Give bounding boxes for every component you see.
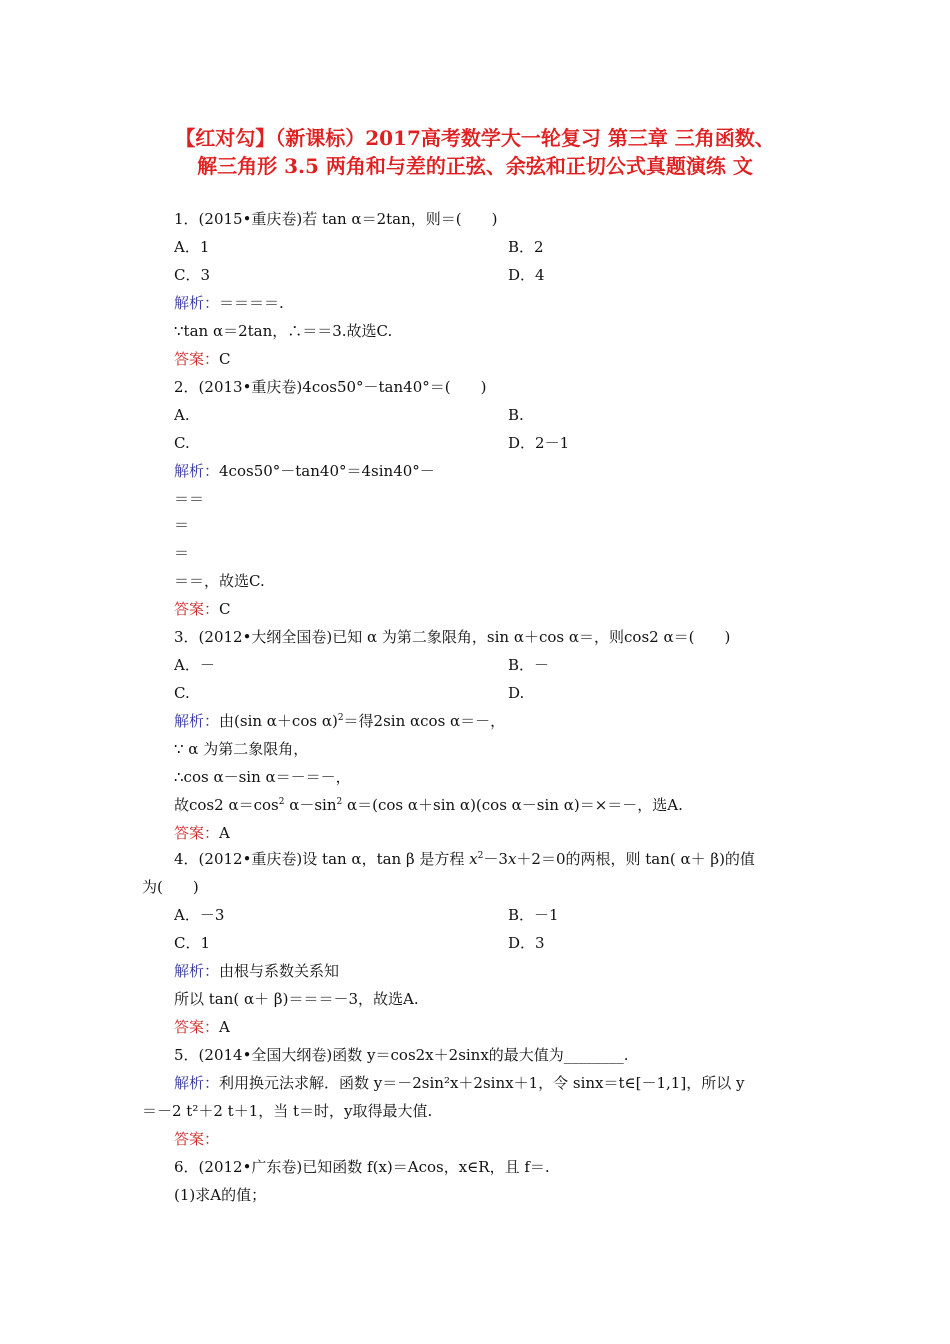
analysis-label: 解析：	[174, 462, 220, 480]
q1-stem: 1．(2015•重庆卷)若 tan α＝2tan，则＝( )	[174, 210, 498, 228]
q3-analysis-1a: 由(sin α＋cos α)	[219, 712, 338, 730]
q5-analysis	[174, 1073, 744, 1093]
title-line-1: 【红对勾】（新课标）2017高考数学大一轮复习 第三章 三角函数、	[175, 126, 775, 150]
q3-a4-sup1: 2	[278, 797, 285, 807]
q1-option-d: D．4	[508, 266, 545, 284]
q3-answer	[174, 823, 230, 843]
q4-option-c: C．1	[174, 934, 211, 952]
q4-option-d: D．3	[508, 934, 545, 952]
q4-stem-part2: －3	[483, 850, 508, 868]
answer-label: 答案：	[174, 1018, 220, 1036]
q1-option-b: B．2	[508, 238, 544, 256]
q2-stem: 2．(2013•重庆卷)4cos50°－tan40°＝( )	[174, 378, 487, 396]
q4-stem-part3: ＋2＝0的两根，则 tan( α＋ β)的值	[516, 850, 755, 868]
answer-label: 答案：	[174, 350, 220, 368]
q4-answer-value: A	[219, 1018, 230, 1036]
q3-answer-value: A	[219, 824, 230, 842]
q1-answer-value: C	[219, 350, 231, 368]
q4-option-b: B．－1	[508, 906, 559, 924]
analysis-label: 解析：	[174, 712, 220, 730]
title-line-2: 解三角形 3.5 两角和与差的正弦、余弦和正切公式真题演练 文	[197, 154, 753, 178]
q4-option-a: A．－3	[174, 906, 225, 924]
q2-option-b: B.	[508, 406, 524, 424]
q2-analysis-4: ＝	[174, 544, 190, 562]
q4-stem-x2: x	[507, 850, 517, 868]
q1-analysis-1: ＝＝＝＝.	[219, 294, 284, 312]
q3-a4-sup2: 2	[336, 797, 343, 807]
q2-option-d: D．2－1	[508, 434, 570, 452]
q3-analysis	[174, 711, 505, 731]
q6-stem: 6．(2012•广东卷)已知函数 f(x)＝Acos，x∈R，且 f＝.	[174, 1158, 550, 1176]
answer-label: 答案：	[174, 1130, 220, 1148]
q3-a4-part2: α－sin	[284, 796, 337, 814]
q3-option-c: C.	[174, 684, 190, 702]
q3-option-d: D.	[508, 684, 525, 702]
q1-option-c: C．3	[174, 266, 211, 284]
q2-answer	[174, 599, 231, 619]
q4-stem-2: 为( )	[142, 878, 199, 896]
q2-analysis-5: ＝＝，故选C.	[174, 572, 265, 590]
q2-option-a: A.	[174, 406, 190, 424]
answer-label: 答案：	[174, 824, 220, 842]
q2-answer-value: C	[219, 600, 231, 618]
q3-option-a: A．－	[174, 656, 215, 674]
q4-analysis-2: 所以 tan( α＋ β)＝＝＝－3，故选A.	[174, 990, 419, 1008]
q4-analysis	[174, 961, 339, 981]
q3-analysis-3: ∴cos α－sin α＝－＝－，	[174, 768, 351, 786]
q5-answer	[174, 1129, 219, 1149]
q2-analysis	[174, 461, 435, 481]
q5-stem: 5．(2014•全国大纲卷)函数 y＝cos2x＋2sinx的最大值为________.	[174, 1046, 629, 1064]
document-title	[0, 124, 950, 180]
analysis-label: 解析：	[174, 962, 220, 980]
q4-stem-sup: 2	[477, 851, 484, 861]
q1-answer	[174, 349, 231, 369]
q1-analysis-2: ∵tan α＝2tan，∴＝＝3.故选C.	[174, 322, 393, 340]
q4-stem	[174, 849, 755, 869]
q3-analysis-4	[174, 795, 683, 815]
q3-analysis-2: ∵ α 为第二象限角，	[174, 740, 309, 758]
q5-analysis-2: ＝－2 t²＋2 t＋1，当 t＝时，y取得最大值.	[142, 1102, 433, 1120]
q3-a4-part3: α＝(cos α＋sin α)(cos α－sin α)＝×＝－，选A.	[342, 796, 683, 814]
q2-analysis-3: ＝	[174, 516, 190, 534]
q3-option-b: B．－	[508, 656, 550, 674]
q4-stem-x: x	[469, 850, 478, 868]
analysis-label: 解析：	[174, 1074, 220, 1092]
q2-analysis-1: 4cos50°－tan40°＝4sin40°－	[219, 462, 435, 480]
q3-analysis-1b: ＝得2sin αcos α＝－，	[343, 712, 506, 730]
q3-a4-part1: 故cos2 α＝cos	[174, 796, 279, 814]
q4-stem-part1: 4．(2012•重庆卷)设 tan α，tan β 是方程	[174, 850, 470, 868]
q1-analysis	[174, 293, 284, 313]
answer-label: 答案：	[174, 600, 220, 618]
q2-analysis-2: ＝＝	[174, 490, 205, 508]
q1-option-a: A．1	[174, 238, 210, 256]
q4-answer	[174, 1017, 230, 1037]
q3-stem: 3．(2012•大纲全国卷)已知 α 为第二象限角，sin α＋cos α＝，则cos2 α＝( )	[174, 628, 731, 646]
q2-option-c: C.	[174, 434, 190, 452]
q3-analysis-1-sup: 2	[337, 713, 344, 723]
analysis-label: 解析：	[174, 294, 220, 312]
q4-analysis-1: 由根与系数关系知	[219, 962, 340, 980]
q5-analysis-1: 利用换元法求解．函数 y＝－2sin²x＋2sinx＋1，令 sinx＝t∈[－1,1]，所以 y	[219, 1074, 745, 1092]
q6-sub1: (1)求A的值；	[174, 1186, 267, 1204]
